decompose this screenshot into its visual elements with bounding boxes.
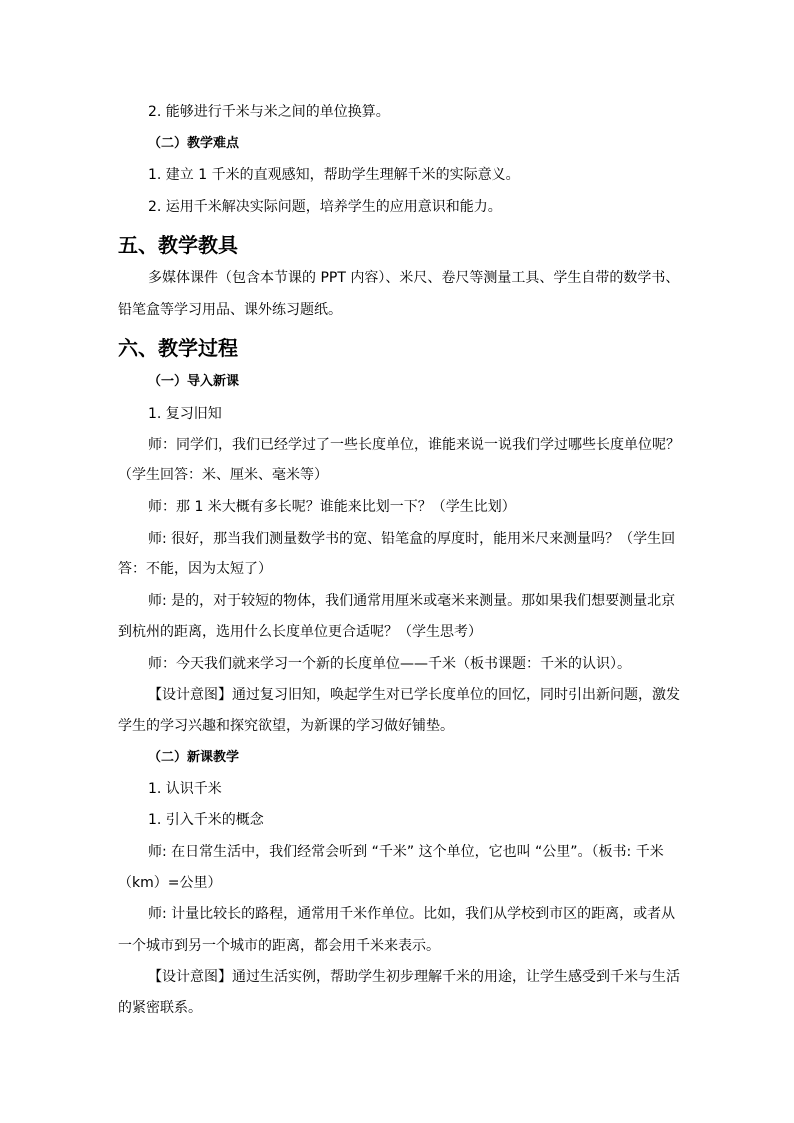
text-line: 的紧密联系。 bbox=[118, 1000, 202, 1016]
text-line: 1. 认识千米 bbox=[148, 781, 222, 797]
text-line: 师：那 1 米大概有多长呢？谁能来比划一下？（学生比划） bbox=[148, 499, 516, 515]
text-line: 1. 建立 1 千米的直观感知，帮助学生理解千米的实际意义。 bbox=[148, 167, 520, 183]
text-line: 1. 引入千米的概念 bbox=[148, 812, 264, 828]
text-line: 师：今天我们就来学习一个新的长度单位——千米（板书课题：千米的认识）。 bbox=[148, 656, 631, 672]
text-line: 2. 运用千米解决实际问题，培养学生的应用意识和能力。 bbox=[148, 199, 502, 215]
text-line: 多媒体课件（包含本节课的 PPT 内容）、米尺、卷尺等测量工具、学生自带的数学书、 bbox=[148, 270, 680, 286]
text-line: 【设计意图】通过复习旧知，唤起学生对已学长度单位的回忆，同时引出新问题，激发 bbox=[148, 687, 680, 703]
text-line: （学生回答：米、厘米、毫米等） bbox=[118, 467, 328, 483]
section-heading: 五、教学教具 bbox=[118, 233, 238, 257]
text-line: 【设计意图】通过生活实例，帮助学生初步理解千米的用途，让学生感受到千米与生活 bbox=[148, 969, 680, 985]
text-line: 铅笔盒等学习用品、课外练习题纸。 bbox=[118, 302, 342, 318]
text-line: 师: 很好，那当我们测量数学书的宽、铅笔盒的厚度时，能用米尺来测量吗？（学生回 bbox=[148, 531, 676, 547]
text-line: 一个城市到另一个城市的距离，都会用千米来表示。 bbox=[118, 938, 440, 954]
text-line: （km）=公里） bbox=[118, 875, 222, 891]
text-line: 答：不能，因为太短了） bbox=[118, 561, 272, 577]
text-line: 师: 计量比较长的路程，通常用千米作单位。比如，我们从学校到市区的距离，或者从 bbox=[148, 906, 676, 922]
subheading: （二）新课教学 bbox=[148, 750, 240, 765]
section-heading: 六、教学过程 bbox=[118, 336, 238, 360]
text-line: 师：同学们，我们已经学过了一些长度单位，谁能来说一说我们学过哪些长度单位呢？ bbox=[148, 437, 680, 453]
text-line: 到杭州的距离，选用什么长度单位更合适呢？（学生思考） bbox=[118, 624, 482, 640]
subheading: （二）教学难点 bbox=[148, 136, 240, 151]
text-line: 师: 在日常生活中，我们经常会听到 “千米” 这个单位，它也叫 “公里”。（板书: 千米 bbox=[148, 844, 664, 860]
text-line: 师: 是的，对于较短的物体，我们通常用厘米或毫米来测量。那如果我们想要测量北京 bbox=[148, 593, 676, 609]
text-line: 学生的学习兴趣和探究欲望，为新课的学习做好铺垫。 bbox=[118, 718, 454, 734]
subheading: （一）导入新课 bbox=[148, 374, 240, 389]
text-line: 2. 能够进行千米与米之间的单位换算。 bbox=[148, 104, 390, 120]
text-line: 1. 复习旧知 bbox=[148, 406, 222, 422]
